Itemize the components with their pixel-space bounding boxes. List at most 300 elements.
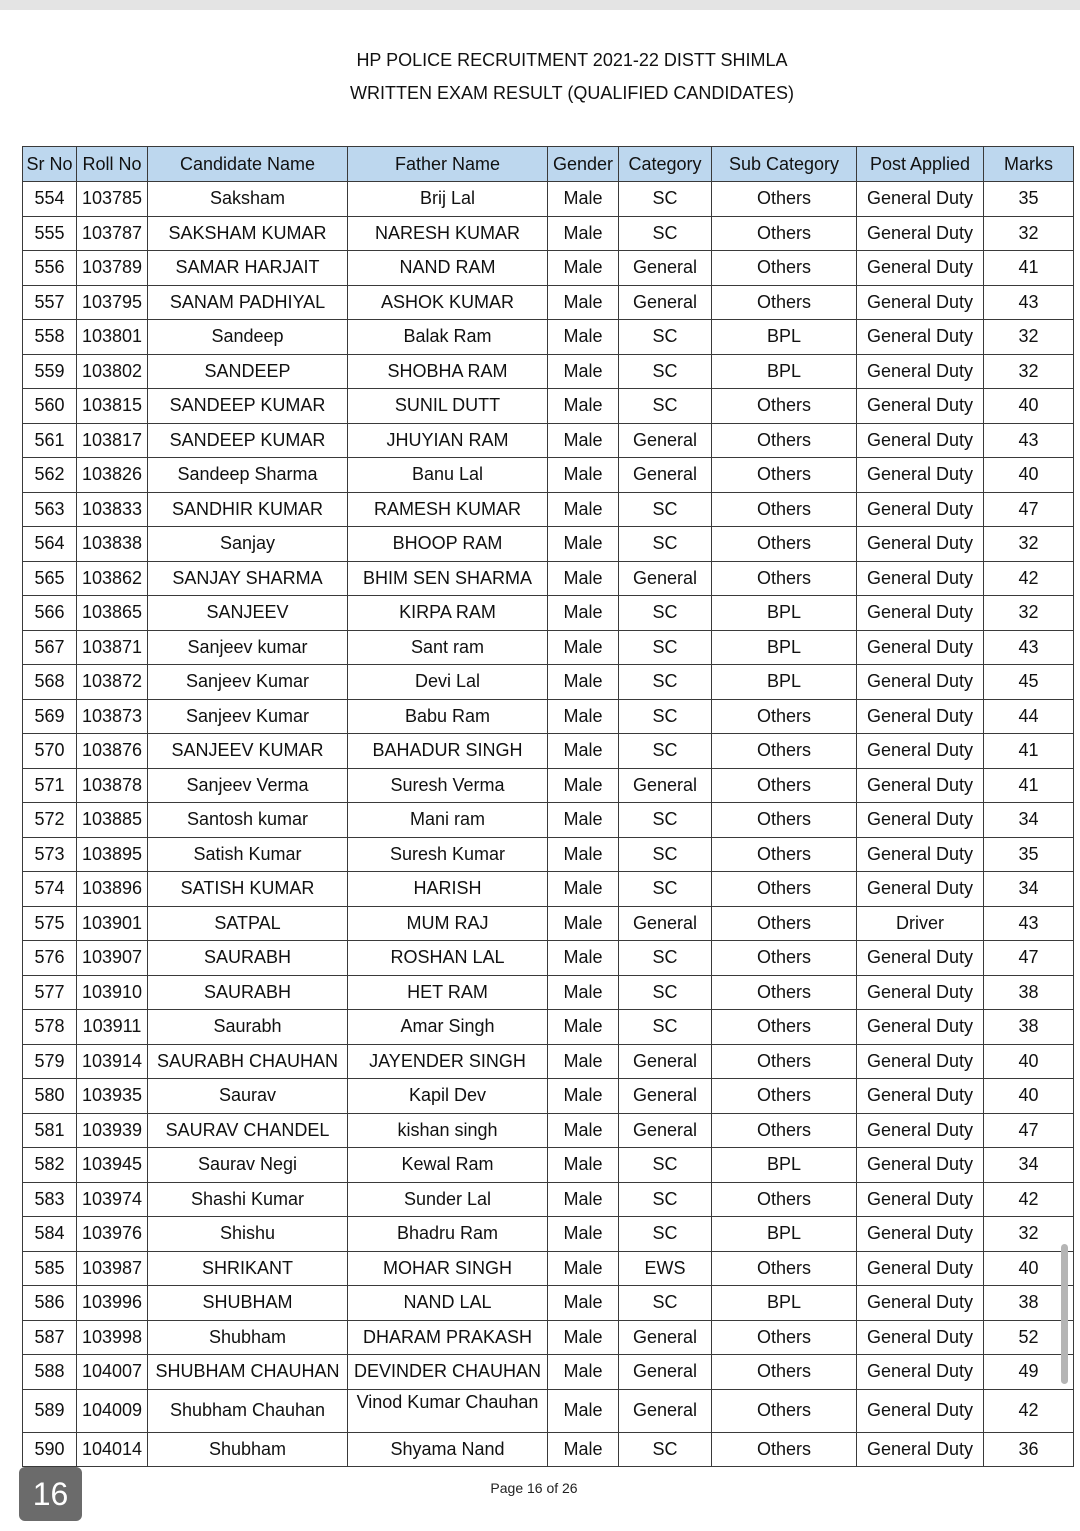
sr-no-cell: 566	[23, 596, 77, 631]
post-applied-cell: General Duty	[857, 251, 984, 286]
roll-no-cell: 103901	[77, 906, 148, 941]
category-cell: SC	[619, 1010, 712, 1045]
roll-no-cell: 104014	[77, 1432, 148, 1467]
gender-cell: Male	[548, 1148, 619, 1183]
table-row	[23, 1113, 1074, 1148]
post-applied-cell: General Duty	[857, 1286, 984, 1321]
sr-no-cell: 562	[23, 458, 77, 493]
post-applied-cell: General Duty	[857, 182, 984, 217]
sr-no-cell: 587	[23, 1320, 77, 1355]
category-cell: SC	[619, 320, 712, 355]
gender-cell: Male	[548, 1355, 619, 1390]
marks-cell: 34	[984, 803, 1074, 838]
sub-category-cell: BPL	[712, 596, 857, 631]
table-row	[23, 1148, 1074, 1183]
father-name-cell: BAHADUR SINGH	[348, 734, 548, 769]
father-name-cell: Banu Lal	[348, 458, 548, 493]
sr-no-cell: 575	[23, 906, 77, 941]
category-cell: SC	[619, 354, 712, 389]
page-badge[interactable]: 16	[19, 1467, 82, 1521]
table-row	[23, 285, 1074, 320]
category-cell: General	[619, 423, 712, 458]
post-applied-cell: General Duty	[857, 1010, 984, 1045]
gender-cell: Male	[548, 768, 619, 803]
category-cell: SC	[619, 1217, 712, 1252]
category-cell: SC	[619, 665, 712, 700]
sub-category-cell: Others	[712, 561, 857, 596]
sub-category-cell: Others	[712, 699, 857, 734]
sub-category-cell: Others	[712, 768, 857, 803]
category-cell: General	[619, 1320, 712, 1355]
roll-no-cell: 103789	[77, 251, 148, 286]
post-applied-cell: General Duty	[857, 285, 984, 320]
marks-cell: 43	[984, 423, 1074, 458]
roll-no-cell: 103911	[77, 1010, 148, 1045]
gender-cell: Male	[548, 1389, 619, 1432]
table-body	[23, 182, 1074, 1467]
gender-cell: Male	[548, 665, 619, 700]
candidate-name-cell: SAURABH CHAUHAN	[148, 1044, 348, 1079]
roll-no-cell: 103826	[77, 458, 148, 493]
roll-no-cell: 103945	[77, 1148, 148, 1183]
roll-no-cell: 104009	[77, 1389, 148, 1432]
marks-cell: 40	[984, 1251, 1074, 1286]
category-cell: General	[619, 1389, 712, 1432]
roll-no-cell: 103871	[77, 630, 148, 665]
marks-cell: 34	[984, 872, 1074, 907]
roll-no-cell: 103914	[77, 1044, 148, 1079]
candidate-name-cell: SHRIKANT	[148, 1251, 348, 1286]
post-applied-cell: General Duty	[857, 320, 984, 355]
marks-cell: 41	[984, 251, 1074, 286]
father-name-cell: DEVINDER CHAUHAN	[348, 1355, 548, 1390]
father-name-cell: SUNIL DUTT	[348, 389, 548, 424]
roll-no-cell: 103878	[77, 768, 148, 803]
category-cell: General	[619, 906, 712, 941]
roll-no-cell: 103795	[77, 285, 148, 320]
marks-cell: 32	[984, 216, 1074, 251]
sr-no-cell: 561	[23, 423, 77, 458]
sub-category-cell: Others	[712, 1320, 857, 1355]
sr-no-cell: 583	[23, 1182, 77, 1217]
sr-no-cell: 586	[23, 1286, 77, 1321]
sub-category-cell: Others	[712, 1010, 857, 1045]
sr-no-cell: 560	[23, 389, 77, 424]
table-row	[23, 354, 1074, 389]
gender-cell: Male	[548, 837, 619, 872]
gender-cell: Male	[548, 389, 619, 424]
sr-no-cell: 569	[23, 699, 77, 734]
sub-category-cell: Others	[712, 216, 857, 251]
category-cell: SC	[619, 527, 712, 562]
post-applied-cell: General Duty	[857, 1079, 984, 1114]
post-applied-cell: General Duty	[857, 354, 984, 389]
father-name-cell: HET RAM	[348, 975, 548, 1010]
sub-category-cell: Others	[712, 975, 857, 1010]
roll-no-cell: 103815	[77, 389, 148, 424]
candidate-name-cell: SANDEEP KUMAR	[148, 423, 348, 458]
father-name-cell: Babu Ram	[348, 699, 548, 734]
gender-cell: Male	[548, 251, 619, 286]
sub-category-cell: Others	[712, 872, 857, 907]
table-row	[23, 492, 1074, 527]
post-applied-cell: General Duty	[857, 596, 984, 631]
category-cell: SC	[619, 872, 712, 907]
sr-no-cell: 567	[23, 630, 77, 665]
post-applied-cell: General Duty	[857, 803, 984, 838]
father-name-cell: Kewal Ram	[348, 1148, 548, 1183]
gender-cell: Male	[548, 1217, 619, 1252]
table-row	[23, 837, 1074, 872]
roll-no-cell: 103865	[77, 596, 148, 631]
category-cell: SC	[619, 596, 712, 631]
table-row	[23, 458, 1074, 493]
sr-no-cell: 565	[23, 561, 77, 596]
gender-cell: Male	[548, 216, 619, 251]
gender-cell: Male	[548, 1182, 619, 1217]
marks-cell: 47	[984, 1113, 1074, 1148]
marks-cell: 49	[984, 1355, 1074, 1390]
father-name-cell: Sunder Lal	[348, 1182, 548, 1217]
table-row	[23, 561, 1074, 596]
marks-cell: 42	[984, 1182, 1074, 1217]
post-applied-cell: General Duty	[857, 1182, 984, 1217]
sub-category-cell: BPL	[712, 1217, 857, 1252]
category-cell: SC	[619, 975, 712, 1010]
gender-cell: Male	[548, 906, 619, 941]
sub-category-cell: Others	[712, 1182, 857, 1217]
gender-cell: Male	[548, 803, 619, 838]
gender-cell: Male	[548, 1251, 619, 1286]
father-name-cell: MUM RAJ	[348, 906, 548, 941]
category-cell: SC	[619, 941, 712, 976]
gender-cell: Male	[548, 354, 619, 389]
table-row	[23, 1044, 1074, 1079]
header-roll-no: Roll No	[77, 147, 148, 182]
gender-cell: Male	[548, 1079, 619, 1114]
header-candidate-name: Candidate Name	[148, 147, 348, 182]
candidate-name-cell: Sandeep Sharma	[148, 458, 348, 493]
father-name-cell: ASHOK KUMAR	[348, 285, 548, 320]
marks-cell: 42	[984, 1389, 1074, 1432]
category-cell: SC	[619, 699, 712, 734]
table-row	[23, 1010, 1074, 1045]
gender-cell: Male	[548, 596, 619, 631]
category-cell: SC	[619, 1182, 712, 1217]
sub-category-cell: Others	[712, 182, 857, 217]
father-name-cell: Shyama Nand	[348, 1432, 548, 1467]
candidate-name-cell: Saurabh	[148, 1010, 348, 1045]
marks-cell: 32	[984, 354, 1074, 389]
roll-no-cell: 103974	[77, 1182, 148, 1217]
father-name-cell: JAYENDER SINGH	[348, 1044, 548, 1079]
post-applied-cell: General Duty	[857, 1251, 984, 1286]
sr-no-cell: 578	[23, 1010, 77, 1045]
candidate-name-cell: SANDEEP	[148, 354, 348, 389]
post-applied-cell: General Duty	[857, 872, 984, 907]
category-cell: SC	[619, 182, 712, 217]
category-cell: General	[619, 1079, 712, 1114]
table-row	[23, 1389, 1074, 1432]
father-name-cell: NAND RAM	[348, 251, 548, 286]
marks-cell: 52	[984, 1320, 1074, 1355]
sr-no-cell: 554	[23, 182, 77, 217]
marks-cell: 40	[984, 1079, 1074, 1114]
candidate-name-cell: Saksham	[148, 182, 348, 217]
gender-cell: Male	[548, 423, 619, 458]
sub-category-cell: Others	[712, 492, 857, 527]
gender-cell: Male	[548, 1044, 619, 1079]
roll-no-cell: 103862	[77, 561, 148, 596]
gender-cell: Male	[548, 1113, 619, 1148]
table-row	[23, 699, 1074, 734]
marks-cell: 32	[984, 527, 1074, 562]
category-cell: SC	[619, 389, 712, 424]
results-table	[22, 146, 1074, 1467]
table-row	[23, 527, 1074, 562]
marks-cell: 43	[984, 630, 1074, 665]
father-name-cell: NAND LAL	[348, 1286, 548, 1321]
table-row	[23, 941, 1074, 976]
marks-cell: 38	[984, 1010, 1074, 1045]
post-applied-cell: General Duty	[857, 699, 984, 734]
category-cell: SC	[619, 1432, 712, 1467]
father-name-cell: Amar Singh	[348, 1010, 548, 1045]
table-row	[23, 216, 1074, 251]
sr-no-cell: 589	[23, 1389, 77, 1432]
sub-category-cell: Others	[712, 423, 857, 458]
candidate-name-cell: Sanjay	[148, 527, 348, 562]
candidate-name-cell: Shubham Chauhan	[148, 1389, 348, 1432]
table-row	[23, 872, 1074, 907]
father-name-cell: DHARAM PRAKASH	[348, 1320, 548, 1355]
sub-category-cell: BPL	[712, 630, 857, 665]
category-cell: SC	[619, 1148, 712, 1183]
father-name-cell: NARESH KUMAR	[348, 216, 548, 251]
marks-cell: 35	[984, 182, 1074, 217]
roll-no-cell: 103873	[77, 699, 148, 734]
category-cell: General	[619, 458, 712, 493]
marks-cell: 40	[984, 389, 1074, 424]
document-title	[0, 44, 1080, 110]
father-name-cell: Devi Lal	[348, 665, 548, 700]
table-row	[23, 1320, 1074, 1355]
candidate-name-cell: SATPAL	[148, 906, 348, 941]
roll-no-cell: 103895	[77, 837, 148, 872]
header-sub-category: Sub Category	[712, 147, 857, 182]
father-name-cell: Suresh Kumar	[348, 837, 548, 872]
marks-cell: 40	[984, 458, 1074, 493]
table-row	[23, 1079, 1074, 1114]
sr-no-cell: 585	[23, 1251, 77, 1286]
gender-cell: Male	[548, 699, 619, 734]
category-cell: SC	[619, 803, 712, 838]
roll-no-cell: 103987	[77, 1251, 148, 1286]
sr-no-cell: 557	[23, 285, 77, 320]
father-name-cell: Suresh Verma	[348, 768, 548, 803]
post-applied-cell: General Duty	[857, 492, 984, 527]
table-row	[23, 1286, 1074, 1321]
table-row	[23, 906, 1074, 941]
sub-category-cell: Others	[712, 1432, 857, 1467]
gender-cell: Male	[548, 1320, 619, 1355]
candidate-name-cell: Santosh kumar	[148, 803, 348, 838]
header-category: Category	[619, 147, 712, 182]
father-name-cell: HARISH	[348, 872, 548, 907]
roll-no-cell: 103833	[77, 492, 148, 527]
sr-no-cell: 577	[23, 975, 77, 1010]
marks-cell: 47	[984, 492, 1074, 527]
candidate-name-cell: Saurav Negi	[148, 1148, 348, 1183]
father-name-cell: BHIM SEN SHARMA	[348, 561, 548, 596]
category-cell: SC	[619, 1286, 712, 1321]
marks-cell: 34	[984, 1148, 1074, 1183]
roll-no-cell: 103872	[77, 665, 148, 700]
sr-no-cell: 572	[23, 803, 77, 838]
sr-no-cell: 555	[23, 216, 77, 251]
post-applied-cell: General Duty	[857, 561, 984, 596]
table-row	[23, 665, 1074, 700]
gender-cell: Male	[548, 561, 619, 596]
marks-cell: 36	[984, 1432, 1074, 1467]
sr-no-cell: 556	[23, 251, 77, 286]
marks-cell: 38	[984, 975, 1074, 1010]
post-applied-cell: General Duty	[857, 1432, 984, 1467]
father-name-cell: Mani ram	[348, 803, 548, 838]
candidate-name-cell: SANJEEV	[148, 596, 348, 631]
table-row	[23, 423, 1074, 458]
sr-no-cell: 584	[23, 1217, 77, 1252]
gender-cell: Male	[548, 1432, 619, 1467]
post-applied-cell: General Duty	[857, 941, 984, 976]
table-row	[23, 803, 1074, 838]
post-applied-cell: General Duty	[857, 1148, 984, 1183]
category-cell: General	[619, 1355, 712, 1390]
sub-category-cell: BPL	[712, 354, 857, 389]
father-name-cell: Balak Ram	[348, 320, 548, 355]
candidate-name-cell: Sandeep	[148, 320, 348, 355]
sub-category-cell: Others	[712, 389, 857, 424]
father-name-cell: SHOBHA RAM	[348, 354, 548, 389]
table-row	[23, 975, 1074, 1010]
marks-cell: 43	[984, 906, 1074, 941]
marks-cell: 32	[984, 596, 1074, 631]
sub-category-cell: BPL	[712, 665, 857, 700]
table-row	[23, 1251, 1074, 1286]
father-name-cell: BHOOP RAM	[348, 527, 548, 562]
sr-no-cell: 590	[23, 1432, 77, 1467]
table-row	[23, 320, 1074, 355]
table-row	[23, 768, 1074, 803]
post-applied-cell: General Duty	[857, 527, 984, 562]
marks-cell: 41	[984, 734, 1074, 769]
post-applied-cell: General Duty	[857, 216, 984, 251]
gender-cell: Male	[548, 1286, 619, 1321]
roll-no-cell: 103998	[77, 1320, 148, 1355]
title-line-1: HP POLICE RECRUITMENT 2021-22 DISTT SHIMLA	[356, 50, 788, 70]
father-name-cell: Vinod Kumar Chauhan	[348, 1389, 548, 1432]
post-applied-cell: General Duty	[857, 837, 984, 872]
post-applied-cell: General Duty	[857, 458, 984, 493]
sr-no-cell: 568	[23, 665, 77, 700]
category-cell: SC	[619, 734, 712, 769]
category-cell: SC	[619, 492, 712, 527]
gender-cell: Male	[548, 492, 619, 527]
marks-cell: 41	[984, 768, 1074, 803]
sr-no-cell: 588	[23, 1355, 77, 1390]
sub-category-cell: BPL	[712, 1286, 857, 1321]
roll-no-cell: 103976	[77, 1217, 148, 1252]
candidate-name-cell: SHUBHAM CHAUHAN	[148, 1355, 348, 1390]
marks-cell: 44	[984, 699, 1074, 734]
post-applied-cell: General Duty	[857, 1320, 984, 1355]
candidate-name-cell: Shashi Kumar	[148, 1182, 348, 1217]
scroll-indicator[interactable]	[1061, 1244, 1068, 1384]
roll-no-cell: 103802	[77, 354, 148, 389]
candidate-name-cell: Shishu	[148, 1217, 348, 1252]
roll-no-cell: 103939	[77, 1113, 148, 1148]
post-applied-cell: General Duty	[857, 734, 984, 769]
candidate-name-cell: SHUBHAM	[148, 1286, 348, 1321]
table-row	[23, 630, 1074, 665]
table-row	[23, 389, 1074, 424]
roll-no-cell: 103801	[77, 320, 148, 355]
gender-cell: Male	[548, 182, 619, 217]
category-cell: General	[619, 768, 712, 803]
marks-cell: 40	[984, 1044, 1074, 1079]
sr-no-cell: 579	[23, 1044, 77, 1079]
candidate-name-cell: SANDHIR KUMAR	[148, 492, 348, 527]
category-cell: SC	[619, 630, 712, 665]
roll-no-cell: 103785	[77, 182, 148, 217]
sub-category-cell: Others	[712, 837, 857, 872]
sr-no-cell: 559	[23, 354, 77, 389]
roll-no-cell: 103787	[77, 216, 148, 251]
post-applied-cell: General Duty	[857, 975, 984, 1010]
roll-no-cell: 103996	[77, 1286, 148, 1321]
marks-cell: 38	[984, 1286, 1074, 1321]
gender-cell: Male	[548, 630, 619, 665]
roll-no-cell: 103896	[77, 872, 148, 907]
gender-cell: Male	[548, 320, 619, 355]
father-name-cell: Sant ram	[348, 630, 548, 665]
roll-no-cell: 103838	[77, 527, 148, 562]
table-row	[23, 734, 1074, 769]
gender-cell: Male	[548, 527, 619, 562]
sub-category-cell: Others	[712, 734, 857, 769]
post-applied-cell: General Duty	[857, 1044, 984, 1079]
candidate-name-cell: Sanjeev Kumar	[148, 665, 348, 700]
candidate-name-cell: SANJEEV KUMAR	[148, 734, 348, 769]
gender-cell: Male	[548, 734, 619, 769]
category-cell: General	[619, 285, 712, 320]
sub-category-cell: BPL	[712, 1148, 857, 1183]
sub-category-cell: Others	[712, 1044, 857, 1079]
table-row	[23, 251, 1074, 286]
table-header-row	[23, 147, 1074, 182]
gender-cell: Male	[548, 975, 619, 1010]
table-row	[23, 182, 1074, 217]
table-row	[23, 1217, 1074, 1252]
candidate-name-cell: Shubham	[148, 1432, 348, 1467]
roll-no-cell: 104007	[77, 1355, 148, 1390]
category-cell: General	[619, 1044, 712, 1079]
post-applied-cell: General Duty	[857, 1113, 984, 1148]
title-line-2: WRITTEN EXAM RESULT (QUALIFIED CANDIDATES)	[349, 83, 795, 103]
header-father-name: Father Name	[348, 147, 548, 182]
candidate-name-cell: SAURABH	[148, 941, 348, 976]
roll-no-cell: 103885	[77, 803, 148, 838]
